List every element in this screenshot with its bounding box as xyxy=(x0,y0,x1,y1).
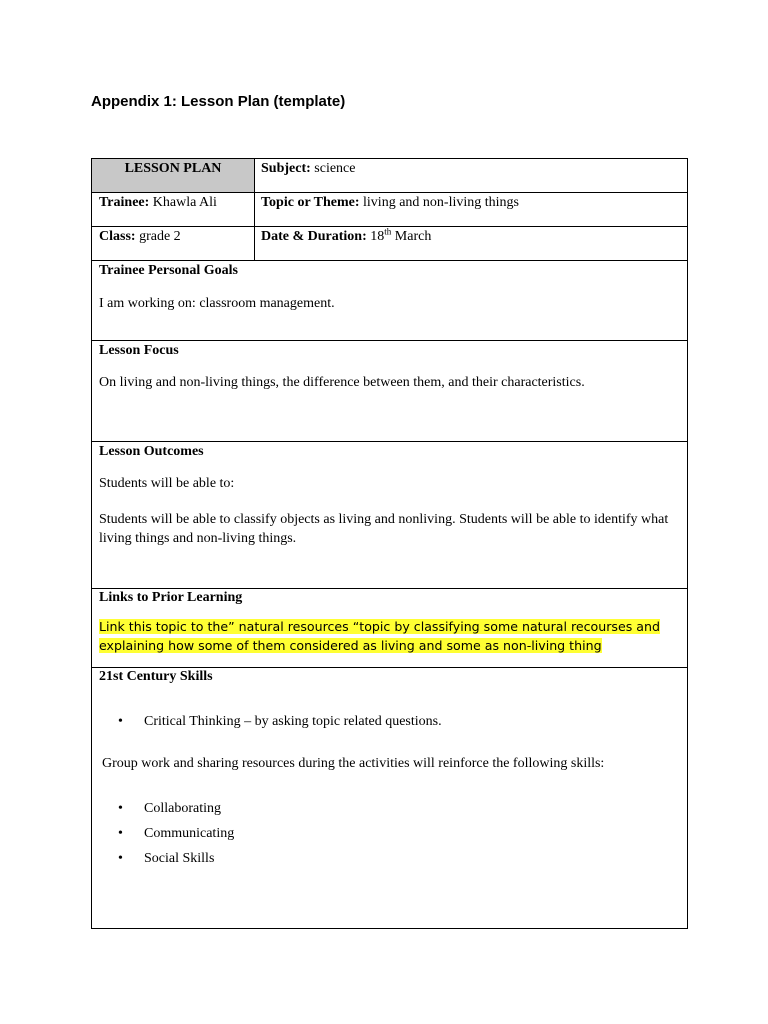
goals-heading: Trainee Personal Goals xyxy=(99,263,238,278)
list-item: • Critical Thinking – by asking topic related questions. xyxy=(118,712,442,737)
lesson-plan-header-cell xyxy=(92,159,255,192)
list-item: • Collaborating xyxy=(118,799,234,824)
lesson-plan-label: LESSON PLAN xyxy=(124,161,222,176)
table-row xyxy=(92,193,687,227)
outcomes-text: Students will be able to classify objects as living and nonliving. Students will be able to identify what living things and non-living things. xyxy=(99,512,669,546)
goals-text: I am working on: classroom management. xyxy=(99,296,335,311)
topic-cell xyxy=(255,193,687,226)
topic-label: Topic or Theme: xyxy=(261,195,360,210)
topic-value: living and non-living things xyxy=(363,195,519,210)
trainee-value: Khawla Ali xyxy=(152,195,217,210)
subject-cell xyxy=(255,159,687,192)
skills-heading: 21st Century Skills xyxy=(99,669,213,684)
class-label: Class: xyxy=(99,229,136,244)
date-suffix: th xyxy=(384,226,392,237)
date-cell xyxy=(255,227,687,260)
trainee-cell xyxy=(92,193,255,226)
lesson-plan-table xyxy=(91,158,688,929)
prior-heading: Links to Prior Learning xyxy=(99,590,243,605)
skills-section xyxy=(92,668,687,928)
skills-group-text: Group work and sharing resources during the activities will reinforce the following skills: xyxy=(102,756,605,771)
prior-line-2: explaining how some of them considered as living and some as non-living thing xyxy=(99,638,602,653)
table-row xyxy=(92,227,687,261)
outcomes-heading: Lesson Outcomes xyxy=(99,444,204,459)
goals-section xyxy=(92,261,687,341)
subject-value: science xyxy=(314,161,356,176)
table-row xyxy=(92,159,687,193)
list-item: • Communicating xyxy=(118,824,234,849)
outcomes-section xyxy=(92,442,687,589)
page-title: Appendix 1: Lesson Plan (template) xyxy=(91,93,346,110)
class-value: grade 2 xyxy=(139,229,181,244)
date-label: Date & Duration: xyxy=(261,229,367,244)
focus-heading: Lesson Focus xyxy=(99,343,179,358)
date-month: March xyxy=(394,229,432,244)
date-day: 18 xyxy=(370,229,385,244)
prior-line-1: Link this topic to the” natural resources “topic by classifying some natural recourses and xyxy=(99,619,660,634)
prior-learning-section xyxy=(92,589,687,668)
focus-text: On living and non-living things, the difference between them, and their characteristics. xyxy=(99,375,585,390)
class-cell xyxy=(92,227,255,260)
subject-label: Subject: xyxy=(261,161,311,176)
outcomes-intro: Students will be able to: xyxy=(99,476,235,491)
skills-bullet-list xyxy=(118,712,442,737)
focus-section xyxy=(92,341,687,442)
trainee-label: Trainee: xyxy=(99,195,150,210)
list-item: • Social Skills xyxy=(118,849,234,874)
skills-list xyxy=(118,799,234,874)
